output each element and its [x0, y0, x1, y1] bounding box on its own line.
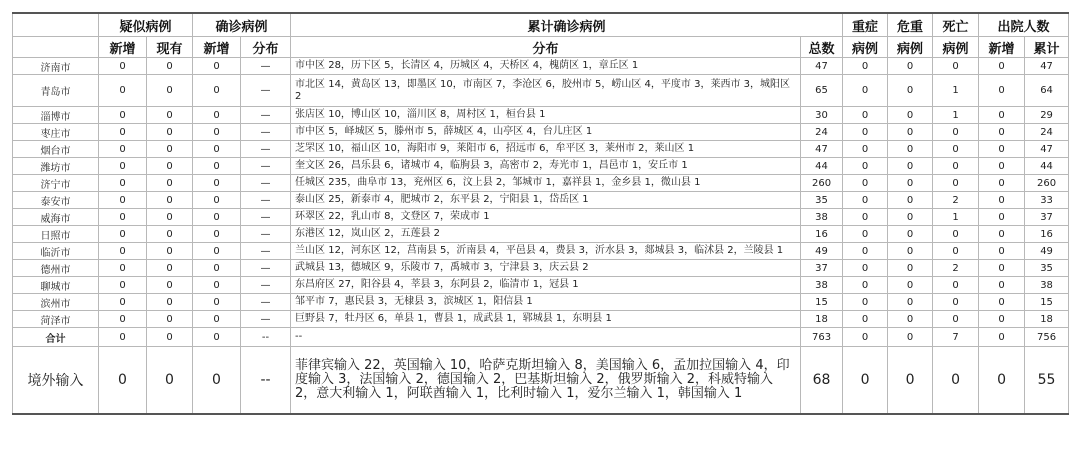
severe-count: 0 [843, 158, 888, 175]
discharged-total: 38 [1025, 277, 1069, 294]
table-row [13, 243, 1069, 260]
confirmed-distribution: — [241, 75, 291, 107]
confirmed-new: 0 [193, 243, 241, 260]
district-distribution: 张店区 10，博山区 10，淄川区 8，周村区 1，桓台县 1 [291, 107, 801, 124]
table-row [13, 277, 1069, 294]
district-distribution: 泰山区 25，新泰市 4，肥城市 2，东平县 2，宁阳县 1，岱岳区 1 [291, 192, 801, 209]
discharged-new: 0 [979, 311, 1025, 328]
severe-count: 0 [843, 260, 888, 277]
suspected-current: 0 [147, 277, 193, 294]
suspected-new: 0 [99, 107, 147, 124]
cumulative-total: 37 [801, 260, 843, 277]
severe-count: 0 [843, 124, 888, 141]
critical-count: 0 [888, 75, 933, 107]
confirmed-new: 0 [193, 277, 241, 294]
critical-count: 0 [888, 243, 933, 260]
city-name: 临沂市 [13, 243, 99, 260]
severe-count: 0 [843, 175, 888, 192]
cumulative-total: 65 [801, 75, 843, 107]
header-death: 死亡 [933, 13, 979, 37]
header-cumulative: 累计确诊病例 [291, 13, 843, 37]
cumulative-total: 44 [801, 158, 843, 175]
confirmed-distribution: — [241, 294, 291, 311]
discharged-total: 29 [1025, 107, 1069, 124]
subheader-discharged-new: 新增 [979, 37, 1025, 58]
critical-count: 0 [888, 209, 933, 226]
discharged-new: 0 [979, 107, 1025, 124]
discharged-total: 24 [1025, 124, 1069, 141]
cumulative-total: 763 [801, 328, 843, 347]
table-row [13, 175, 1069, 192]
district-distribution: 兰山区 12，河东区 12，莒南县 5，沂南县 4，平邑县 4，费县 3，沂水县 3，郯城县 3，临沭县 2，兰陵县 1 [291, 243, 801, 260]
discharged-new: 0 [979, 347, 1025, 415]
subheader-blank [13, 37, 99, 58]
confirmed-new: 0 [193, 58, 241, 75]
table-row [13, 209, 1069, 226]
table-row [13, 58, 1069, 75]
discharged-new: 0 [979, 243, 1025, 260]
critical-count: 0 [888, 328, 933, 347]
city-name: 烟台市 [13, 141, 99, 158]
suspected-current: 0 [147, 107, 193, 124]
confirmed-distribution: -- [241, 347, 291, 415]
city-name: 青岛市 [13, 75, 99, 107]
severe-count: 0 [843, 141, 888, 158]
suspected-current: 0 [147, 260, 193, 277]
table-row [13, 192, 1069, 209]
discharged-total: 47 [1025, 141, 1069, 158]
discharged-total: 44 [1025, 158, 1069, 175]
subheader-death-case: 病例 [933, 37, 979, 58]
critical-count: 0 [888, 277, 933, 294]
cumulative-total: 18 [801, 311, 843, 328]
district-distribution: 菲律宾输入 22，英国输入 10，哈萨克斯坦输入 8，美国输入 6，孟加拉国输入 4，印度输入 3，法国输入 2，德国输入 2，巴基斯坦输入 2，俄罗斯输入 2，科威特输入 2，意大利输入 1，阿联酋输入 1，比利时输入 1，爱尔兰输入 1，韩国输入 1 [291, 347, 801, 415]
city-name: 泰安市 [13, 192, 99, 209]
death-count: 0 [933, 158, 979, 175]
suspected-current: 0 [147, 192, 193, 209]
confirmed-distribution: — [241, 175, 291, 192]
cumulative-total: 15 [801, 294, 843, 311]
subheader-suspected-new: 新增 [99, 37, 147, 58]
death-count: 7 [933, 328, 979, 347]
city-name: 潍坊市 [13, 158, 99, 175]
confirmed-new: 0 [193, 209, 241, 226]
subheader-confirmed-new: 新增 [193, 37, 241, 58]
confirmed-new: 0 [193, 294, 241, 311]
suspected-current: 0 [147, 158, 193, 175]
discharged-total: 16 [1025, 226, 1069, 243]
confirmed-new: 0 [193, 328, 241, 347]
severe-count: 0 [843, 226, 888, 243]
suspected-new: 0 [99, 328, 147, 347]
cumulative-total: 260 [801, 175, 843, 192]
suspected-current: 0 [147, 75, 193, 107]
district-distribution: 市北区 14，黄岛区 13，即墨区 10，市南区 7，李沧区 6，胶州市 5，崂山区 4，平度市 3，莱西市 3，城阳区 2 [291, 75, 801, 107]
death-count: 0 [933, 141, 979, 158]
table-row [13, 260, 1069, 277]
confirmed-distribution: — [241, 260, 291, 277]
city-name: 滨州市 [13, 294, 99, 311]
subheader-discharged-total: 累计 [1025, 37, 1069, 58]
discharged-total: 55 [1025, 347, 1069, 415]
suspected-new: 0 [99, 192, 147, 209]
cumulative-total: 38 [801, 209, 843, 226]
suspected-new: 0 [99, 226, 147, 243]
critical-count: 0 [888, 158, 933, 175]
table-row [13, 75, 1069, 107]
suspected-current: 0 [147, 209, 193, 226]
city-name: 威海市 [13, 209, 99, 226]
discharged-new: 0 [979, 260, 1025, 277]
table-row [13, 158, 1069, 175]
cumulative-total: 47 [801, 141, 843, 158]
header-discharged: 出院人数 [979, 13, 1069, 37]
suspected-current: 0 [147, 175, 193, 192]
confirmed-distribution: — [241, 124, 291, 141]
covid-case-table [12, 12, 1069, 415]
confirmed-new: 0 [193, 260, 241, 277]
confirmed-new: 0 [193, 175, 241, 192]
subheader-severe-case: 病例 [843, 37, 888, 58]
district-distribution: 东港区 12，岚山区 2，五莲县 2 [291, 226, 801, 243]
death-count: 1 [933, 107, 979, 124]
critical-count: 0 [888, 192, 933, 209]
death-count: 0 [933, 277, 979, 294]
confirmed-distribution: — [241, 107, 291, 124]
suspected-new: 0 [99, 209, 147, 226]
confirmed-new: 0 [193, 141, 241, 158]
city-name: 济南市 [13, 58, 99, 75]
severe-count: 0 [843, 75, 888, 107]
critical-count: 0 [888, 260, 933, 277]
critical-count: 0 [888, 58, 933, 75]
cumulative-total: 47 [801, 58, 843, 75]
suspected-new: 0 [99, 175, 147, 192]
table-row [13, 294, 1069, 311]
city-name: 境外输入 [13, 347, 99, 415]
district-distribution: 巨野县 7，牡丹区 6，单县 1，曹县 1，成武县 1，郓城县 1，东明县 1 [291, 311, 801, 328]
discharged-new: 0 [979, 75, 1025, 107]
city-name: 济宁市 [13, 175, 99, 192]
discharged-total: 47 [1025, 58, 1069, 75]
confirmed-distribution: — [241, 192, 291, 209]
city-name: 淄博市 [13, 107, 99, 124]
cumulative-total: 24 [801, 124, 843, 141]
header-confirmed: 确诊病例 [193, 13, 291, 37]
district-distribution: 武城县 13，德城区 9，乐陵市 7，禹城市 3，宁津县 3，庆云县 2 [291, 260, 801, 277]
cumulative-total: 30 [801, 107, 843, 124]
cumulative-total: 38 [801, 277, 843, 294]
discharged-new: 0 [979, 175, 1025, 192]
critical-count: 0 [888, 294, 933, 311]
critical-count: 0 [888, 311, 933, 328]
district-distribution: 奎文区 26，昌乐县 6，诸城市 4，临朐县 3，高密市 2，寿光市 1，昌邑市 1，安丘市 1 [291, 158, 801, 175]
death-count: 1 [933, 209, 979, 226]
confirmed-new: 0 [193, 347, 241, 415]
confirmed-distribution: — [241, 243, 291, 260]
district-distribution: 市中区 5，峄城区 5，滕州市 5，薛城区 4，山亭区 4，台儿庄区 1 [291, 124, 801, 141]
subheader-critical-case: 病例 [888, 37, 933, 58]
suspected-new: 0 [99, 311, 147, 328]
death-count: 0 [933, 58, 979, 75]
discharged-total: 37 [1025, 209, 1069, 226]
critical-count: 0 [888, 124, 933, 141]
critical-count: 0 [888, 347, 933, 415]
severe-count: 0 [843, 192, 888, 209]
suspected-current: 0 [147, 141, 193, 158]
table-row [13, 311, 1069, 328]
city-name: 德州市 [13, 260, 99, 277]
district-distribution: 东昌府区 27，阳谷县 4，莘县 3，东阿县 2，临清市 1，冠县 1 [291, 277, 801, 294]
header-critical: 危重 [888, 13, 933, 37]
death-count: 0 [933, 347, 979, 415]
confirmed-new: 0 [193, 124, 241, 141]
critical-count: 0 [888, 107, 933, 124]
discharged-new: 0 [979, 328, 1025, 347]
city-name: 日照市 [13, 226, 99, 243]
death-count: 2 [933, 192, 979, 209]
critical-count: 0 [888, 226, 933, 243]
table-row [13, 347, 1069, 415]
death-count: 2 [933, 260, 979, 277]
death-count: 0 [933, 124, 979, 141]
severe-count: 0 [843, 294, 888, 311]
city-name: 合计 [13, 328, 99, 347]
suspected-new: 0 [99, 141, 147, 158]
confirmed-distribution: — [241, 226, 291, 243]
cumulative-total: 68 [801, 347, 843, 415]
table-row [13, 107, 1069, 124]
confirmed-new: 0 [193, 75, 241, 107]
confirmed-distribution: — [241, 209, 291, 226]
discharged-total: 756 [1025, 328, 1069, 347]
discharged-total: 64 [1025, 75, 1069, 107]
severe-count: 0 [843, 107, 888, 124]
discharged-total: 260 [1025, 175, 1069, 192]
discharged-new: 0 [979, 192, 1025, 209]
district-distribution: 邹平市 7，惠民县 3，无棣县 3，滨城区 1，阳信县 1 [291, 294, 801, 311]
death-count: 0 [933, 243, 979, 260]
critical-count: 0 [888, 141, 933, 158]
city-name: 聊城市 [13, 277, 99, 294]
discharged-new: 0 [979, 124, 1025, 141]
discharged-new: 0 [979, 58, 1025, 75]
suspected-current: 0 [147, 311, 193, 328]
confirmed-new: 0 [193, 226, 241, 243]
table-row [13, 124, 1069, 141]
suspected-current: 0 [147, 124, 193, 141]
subheader-confirmed-distribution: 分布 [241, 37, 291, 58]
cumulative-total: 35 [801, 192, 843, 209]
suspected-new: 0 [99, 243, 147, 260]
discharged-total: 49 [1025, 243, 1069, 260]
confirmed-distribution: — [241, 311, 291, 328]
discharged-total: 33 [1025, 192, 1069, 209]
severe-count: 0 [843, 243, 888, 260]
severe-count: 0 [843, 311, 888, 328]
subheader-cumulative-distribution: 分布 [291, 37, 801, 58]
discharged-new: 0 [979, 226, 1025, 243]
suspected-current: 0 [147, 243, 193, 260]
discharged-total: 18 [1025, 311, 1069, 328]
confirmed-new: 0 [193, 192, 241, 209]
district-distribution: 环翠区 22，乳山市 8，文登区 7，荣成市 1 [291, 209, 801, 226]
severe-count: 0 [843, 277, 888, 294]
death-count: 0 [933, 294, 979, 311]
confirmed-distribution: — [241, 141, 291, 158]
discharged-total: 35 [1025, 260, 1069, 277]
suspected-current: 0 [147, 58, 193, 75]
suspected-new: 0 [99, 277, 147, 294]
suspected-current: 0 [147, 328, 193, 347]
death-count: 0 [933, 226, 979, 243]
city-name: 枣庄市 [13, 124, 99, 141]
city-name: 菏泽市 [13, 311, 99, 328]
suspected-new: 0 [99, 260, 147, 277]
suspected-new: 0 [99, 158, 147, 175]
suspected-new: 0 [99, 347, 147, 415]
confirmed-distribution: — [241, 58, 291, 75]
district-distribution: 市中区 28，历下区 5，长清区 4，历城区 4，天桥区 4，槐荫区 1，章丘区 1 [291, 58, 801, 75]
header-suspected: 疑似病例 [99, 13, 193, 37]
critical-count: 0 [888, 175, 933, 192]
confirmed-distribution: -- [241, 328, 291, 347]
severe-count: 0 [843, 209, 888, 226]
table-body [13, 58, 1069, 415]
discharged-new: 0 [979, 277, 1025, 294]
suspected-current: 0 [147, 294, 193, 311]
confirmed-new: 0 [193, 311, 241, 328]
discharged-total: 15 [1025, 294, 1069, 311]
table-row [13, 226, 1069, 243]
table-row [13, 328, 1069, 347]
cumulative-total: 49 [801, 243, 843, 260]
death-count: 1 [933, 75, 979, 107]
confirmed-distribution: — [241, 277, 291, 294]
discharged-new: 0 [979, 209, 1025, 226]
header-blank [13, 13, 99, 37]
severe-count: 0 [843, 328, 888, 347]
suspected-new: 0 [99, 75, 147, 107]
district-distribution: -- [291, 328, 801, 347]
suspected-new: 0 [99, 124, 147, 141]
death-count: 0 [933, 175, 979, 192]
header-severe: 重症 [843, 13, 888, 37]
death-count: 0 [933, 311, 979, 328]
confirmed-new: 0 [193, 158, 241, 175]
discharged-new: 0 [979, 158, 1025, 175]
cumulative-total: 16 [801, 226, 843, 243]
suspected-new: 0 [99, 58, 147, 75]
district-distribution: 任城区 235，曲阜市 13，兖州区 6，汶上县 2，邹城市 1，嘉祥县 1，金乡县 1，微山县 1 [291, 175, 801, 192]
subheader-suspected-current: 现有 [147, 37, 193, 58]
discharged-new: 0 [979, 294, 1025, 311]
suspected-new: 0 [99, 294, 147, 311]
district-distribution: 芝罘区 10，福山区 10，海阳市 9，莱阳市 6，招远市 6，牟平区 3，莱州市 2，莱山区 1 [291, 141, 801, 158]
suspected-current: 0 [147, 347, 193, 415]
subheader-cumulative-total: 总数 [801, 37, 843, 58]
severe-count: 0 [843, 347, 888, 415]
table-row [13, 141, 1069, 158]
suspected-current: 0 [147, 226, 193, 243]
severe-count: 0 [843, 58, 888, 75]
confirmed-distribution: — [241, 158, 291, 175]
confirmed-new: 0 [193, 107, 241, 124]
discharged-new: 0 [979, 141, 1025, 158]
